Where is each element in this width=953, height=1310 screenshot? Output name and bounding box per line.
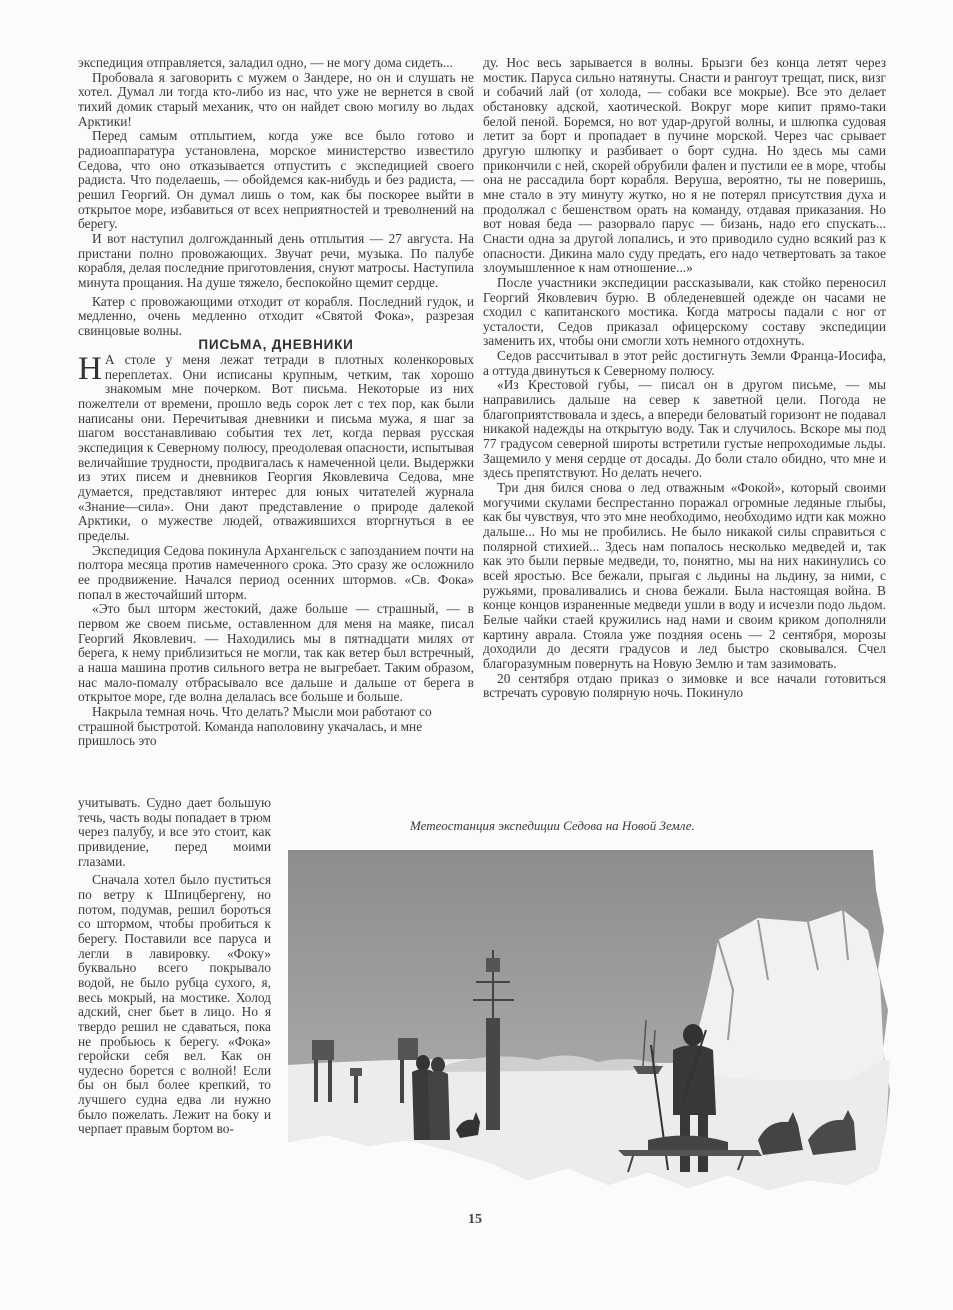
- paragraph: После участники экспедиции рассказывали, как стойко переносил Георгий Яковлевич бурю. В обледеневшей одежде он часами не сходил с капитанского мостика. Когда матросы падали с ног от усталости, Седов приказал офицерскому составу экспедиции заменить их, чтобы они смогли хоть немного отдохнуть.: [483, 274, 886, 349]
- paragraph-text: А столе у меня лежат тетради в плотных коленкоровых переплетах. Они исписаны крупным, четким, так хорошо знакомым мне почерком. Вот письма. Некоторые из них пожелтели от времени, прошло ведь сорок лет с тех пор, как были написаны они. Перечитывая дневники и письма мужа, я шаг за шагом восстанавливаю события тех лет, когда первая русская экспедиция к Северному полюсу, преодолевая опасности, испытывая величайшие трудности, продвигалась к намеченной цели. Выдержки из этих писем и дневников Георгия Яковлевича Седова, мне думается, представляют интерес для юных читателей журнала «Знание—сила». Они дают представление о природе далекой Арктики, о мужестве людей, отважившихся вторгнуться в ее пределы.: [78, 352, 474, 543]
- arctic-scene-illustration: [288, 850, 890, 1195]
- paragraph: И вот наступил долгожданный день отплытия — 27 августа. На пристани полно провожающих. Звучат речи, музыка. По палубе корабля, делая последние приготовления, снуют матросы. Наступила минута прощания. На душе тяжело, беспокойно щемит сердце.: [78, 230, 474, 290]
- paragraph: Перед самым отплытием, когда уже все было готово и радиоаппаратура установлена, морское министерство известило Седова, что оно отказывается отпустить с экспедицией своего радиста. Что поделаешь, — обойдемся как-нибудь и без радиста, — решил Георгий. Он думал лишь о том, как бы поскорее выйти в открытое море, избавиться от всех неприятностей и треволнений на берегу.: [78, 128, 474, 232]
- paragraph: «Из Крестовой губы, — писал он в другом письме, — мы направились дальше на север к заветной цели. Погода не благоприятствовала и здесь, а впереди беловатый горизонт не подавал никакой надежды на открытую воду. Так и случилось. Вскоре мы под 77 градусом северной широты встретили густые непроходимые льды. Защемило у меня сердце от досады. До боли стало обидно, что мне и здесь препятствуют. Но делать нечего.: [483, 377, 886, 481]
- figure-caption: Метеостанция экспедиции Седова на Новой Земле.: [410, 818, 695, 833]
- paragraph: 20 сентября отдаю приказ о зимовке и все начали готовиться встречать суровую полярную ночь. Покинуло: [483, 670, 886, 701]
- section-heading: ПИСЬМА, ДНЕВНИКИ: [198, 337, 354, 353]
- paragraph: экспедиция отправляется, заладил одно, — не могу дома сидеть...: [78, 55, 453, 70]
- paragraph: Три дня бился снова о лед отважным «Фокой», который своими могучими скулами беспрестанно поражал огромные ледяные глыбы, как бы чувствуя, что это мне необходимо, необходимо идти как можно дальше... Но мы не пробились. Не было никакой силы справиться с полярной стихией... Здесь нам попалось несколько медведей и, так как это были первые медведи, то, понятно, мы на них накинулись со всей яростью. Все бежали, прыгая с льдины на льдину, за ними, с ружьями, проваливались и снова бежали. Была настоящая война. В конце концов израненные медведи ушли в воду и исчезли подо льдом. Белые чайки стаей кружились над нами и своим криком дополняли картину аврала. Стояла уже поздняя осень — 2 сентября, морозы доходили до десяти градусов и лед быстро сковывался. Счел благоразумным повернуть на Новую Землю и там зазимовать.: [483, 480, 886, 671]
- right-column: [483, 56, 886, 701]
- left-column-upper: [78, 56, 474, 749]
- paragraph: ду. Нос весь зарывается в волны. Брызги без конца летят через мостик. Паруса сильно натянуты. Снасти и рангоут трещат, писк, визг и собачий лай (от холода, — собаки все мокрые). Все это делает обстановку адской, хаотической. Вокруг море кипит прямо-таки белой пеной. Боремся, но вот удар-другой волны, и шлюпка судовая летит за борт и пропадает в пучине морской. Через час срывает другую шлюпку и разбивает о борт судна. Но здесь мы сами прикончили с ней, скорей обрубили фален и пустили ее в море, чтобы она не рассадила борт корабля. Веруша, вероятно, ты не поверишь, мне стало в эту минуту жутко, но я не потерял присутствия духа и продолжал с бешенством орать на команду, отдавая приказания. Но вот новая беда — разорвало парус — бизань, надо его спускать... Снасти одна за другой лопались, и это приводило судно всякий раз к опасности. Дикина мало суду предать, его надо четвертовать за такое злоумышленное к нам отношение...»: [483, 55, 886, 276]
- paragraph: Седов рассчитывал в этот рейс достигнуть Земли Франца-Иосифа, а оттуда двинуться к Северному полюсу.: [483, 348, 886, 378]
- paragraph-with-drop-cap: [78, 353, 474, 544]
- paragraph: Экспедиция Седова покинула Архангельск с запозданием почти на полтора месяца против намеченного срока. Это сразу же осложнило ее продвижение. Начался период осенних штормов. «Св. Фока» попал в жесточайший шторм.: [78, 542, 474, 602]
- paragraph: Накрыла темная ночь. Что делать? Мысли мои работают со страшной быстротой. Команда наполовину укачалась, и мне пришлось это: [78, 703, 432, 749]
- page-number: 15: [468, 1212, 482, 1227]
- paragraph: Катер с провожающими отходит от корабля. Последний гудок, и медленно, очень медленно отходит «Святой Фока», разрезая свинцовые волны.: [78, 293, 474, 338]
- paragraph: Сначала хотел было пуститься по ветру к Шпицбергену, но потом, подумав, решил бороться со штормом, чтобы пробиться к берегу. Поставили все паруса и легли в лавировку. «Фоку» буквально всего покрывало водой, не было рубца сухого, я, весь мокрый, на мостике. Холод адский, снег бьет в лицо. Но я твердо решил не сдаваться, пока не пробьюсь к берегу. «Фока» геройски себя вел. Как он чудесно борется с волной! Если бы он был более крепкий, то лучшего судна едва ли нужно было пожелать. Лежит на боку и черпает правым бортом во-: [78, 872, 271, 1137]
- drop-cap: Н: [78, 351, 102, 388]
- paragraph: «Это был шторм жестокий, даже больше — страшный, — в первом же своем письме, оставленном для меня на маяке, писал Георгий Яковлевич. — Находились мы в пятнадцати милях от берега, к нему приблизиться не могли, так как ветер был встречный, а наша машина против сильного ветра не выгребает. Таким образом, нас мало-помалу отбрасывало все дальше и дальше от берега в открытое море, где волна делалась все больше и больше.: [78, 601, 474, 705]
- illustration-meteostation: [288, 850, 890, 1195]
- paragraph: Пробовала я заговорить с мужем о Зандере, но он и слушать не хотел. Думал ли тогда кто-либо из нас, что уже не вернется в свой тихий домик старый механик, что он найдет свою могилу во льдах Арктики!: [78, 69, 474, 129]
- left-column-lower: [78, 796, 271, 1137]
- paragraph: учитывать. Судно дает большую течь, часть воды попадает в трюм через палубу, и все это стоит, как привидение, перед моими глазами.: [78, 795, 271, 869]
